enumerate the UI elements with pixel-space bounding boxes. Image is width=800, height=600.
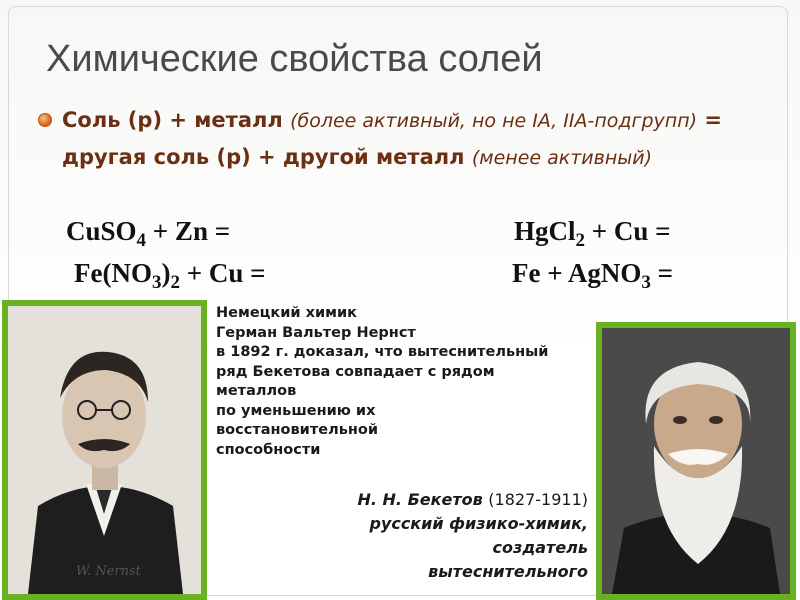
equation-term: Fe + AgNO <box>512 258 642 288</box>
equation-subscript: 3 <box>151 272 162 293</box>
equation-rest: + Cu = <box>585 216 671 246</box>
bullet-part-1: Соль (р) + металл <box>62 108 283 132</box>
beketov-caption-line: создатель <box>492 538 588 557</box>
nernst-info-line: Герман Вальтер Нернст <box>216 324 416 341</box>
beketov-name-line <box>300 488 588 512</box>
equation-term: ) <box>161 258 171 288</box>
beketov-years: (1827-1911) <box>488 490 588 509</box>
equation-term: Fe(NO <box>74 258 152 288</box>
equation-hgcl2-cu <box>514 216 671 252</box>
nernst-info-line: восстановительной <box>216 422 378 438</box>
bullet-text <box>62 102 752 176</box>
equation-term: HgCl <box>514 216 576 246</box>
bullet-part-2: (более активный, но не IA, IIA-подгрупп) <box>290 110 698 132</box>
equation-subscript: 4 <box>136 230 147 251</box>
beketov-name: Н. Н. Бекетов <box>357 490 483 509</box>
equation-fe-agno3 <box>512 258 673 294</box>
equation-subscript: 2 <box>575 230 586 251</box>
slide-title: Химические свойства солей <box>46 38 543 80</box>
equation-term: CuSO <box>66 216 137 246</box>
bullet-part-3: = другая соль (р) + другой металл <box>62 108 722 169</box>
nernst-info-line: по уменьшению их <box>216 402 376 419</box>
equation-cuso4-zn <box>66 216 230 252</box>
nernst-signature: W. Nernst <box>76 564 141 579</box>
portrait-beketov-icon <box>602 328 790 594</box>
beketov-caption-line: русский физико-химик, <box>369 514 588 533</box>
equation-feno32-cu <box>74 258 266 294</box>
equation-subscript: 2 <box>170 272 180 293</box>
nernst-portrait <box>2 300 207 600</box>
nernst-info-line: в 1892 г. доказал, что вытеснительный <box>216 344 549 360</box>
beketov-caption <box>300 488 588 584</box>
equation-rest: + Zn = <box>146 216 231 246</box>
nernst-info-line: ряд Бекетова совпадает с рядом <box>216 363 495 380</box>
nernst-info-line: Немецкий химик <box>216 305 357 321</box>
nernst-info-line: металлов <box>216 383 297 399</box>
beketov-caption-line: вытеснительного <box>428 562 588 581</box>
bullet-part-4: (менее активный) <box>471 147 653 169</box>
equation-rest: = <box>650 258 674 288</box>
beketov-portrait <box>596 322 796 600</box>
bullet-icon <box>38 113 52 127</box>
equation-subscript: 3 <box>641 272 651 293</box>
nernst-info <box>216 304 600 460</box>
nernst-info-line: способности <box>216 441 321 458</box>
equation-rest: + Cu = <box>179 258 266 288</box>
portrait-nernst-icon <box>8 306 201 594</box>
